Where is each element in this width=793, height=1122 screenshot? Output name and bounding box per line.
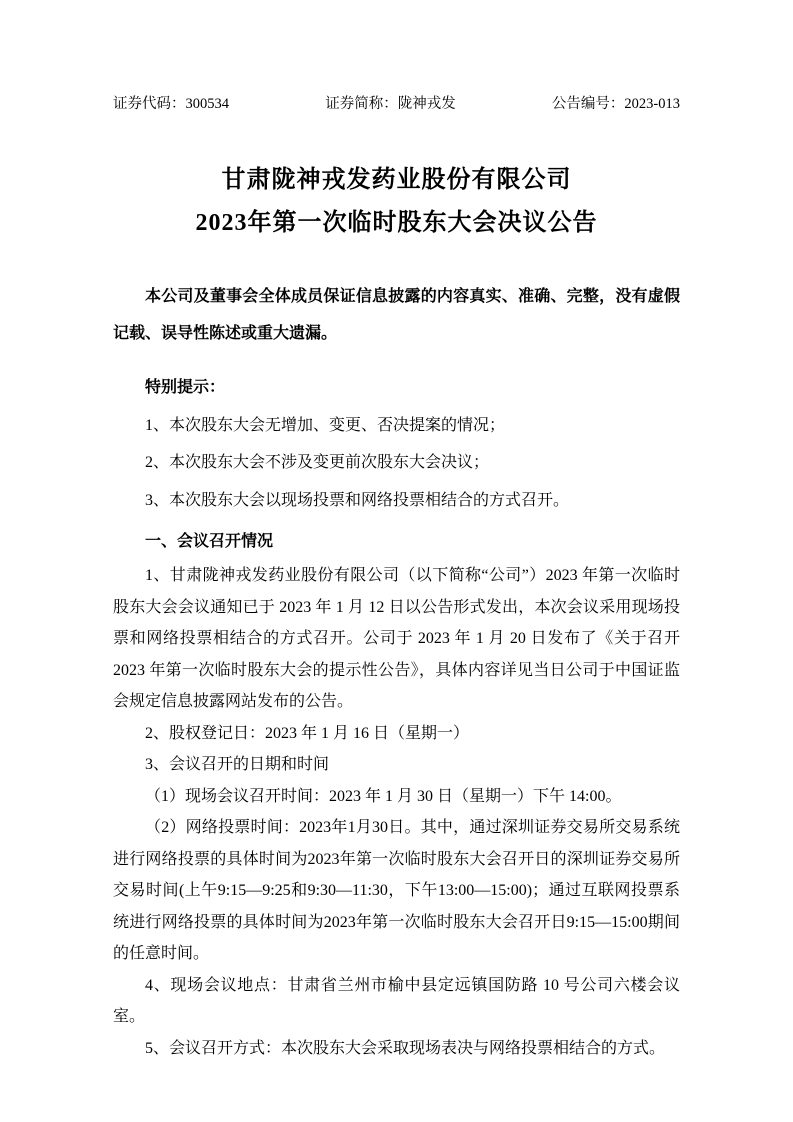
special-notice-heading: 特别提示： (145, 379, 226, 396)
special-notice-item: 1、本次股东大会无增加、变更、否决提案的情况； (145, 416, 506, 434)
company-title: 甘肃陇神戎发药业股份有限公司 (221, 167, 572, 193)
section1-paragraph-4: （1）现场会议召开时间：2023 年 1 月 30 日（星期一）下午 14:00。 (145, 787, 622, 805)
section1-paragraph-2: 2、股权登记日：2023 年 1 月 16 日（星期一） (145, 724, 470, 742)
special-notice-list (113, 407, 680, 520)
announcement-number: 公告编号：2023-013 (551, 96, 680, 112)
announcement-title: 2023年第一次临时股东大会决议公告 (195, 210, 598, 236)
section1-paragraph-3: 3、会议召开的日期和时间 (145, 756, 330, 773)
stock-code: 证券代码：300534 (113, 96, 229, 112)
title-block (113, 159, 680, 245)
section1-paragraph-6: 4、现场会议地点：甘肃省兰州市榆中县定远镇国防路 10 号公司六楼会议室。 (113, 976, 680, 1025)
section1-paragraph-1: 1、甘肃陇神戎发药业股份有限公司（以下简称“公司”）2023 年第一次临时股东大会会议通知已于 2023 年 1 月 12 日以公告形式发出，本次会议采用现场投票和网络投票相结合的方式召开。公司于 2023 年 1 月 20 日发布了《关于召开2023 年第一次临时股东大会的提示性公告》，具体内容详见当日公司于中国证监会规定信息披露网站发布的公告。 (113, 567, 680, 710)
section1-paragraph-7: 5、会议召开方式：本次股东大会采取现场表决与网络投票相结合的方式。 (145, 1039, 666, 1057)
section-meeting-info-body (113, 560, 680, 1064)
special-notice-item: 2、本次股东大会不涉及变更前次股东大会决议； (145, 454, 490, 471)
stock-abbr: 证券简称：陇神戎发 (325, 96, 456, 112)
special-notice-item: 3、本次股东大会以现场投票和网络投票相结合的方式召开。 (145, 491, 570, 509)
declaration-paragraph: 本公司及董事会全体成员保证信息披露的内容真实、准确、完整，没有虚假记载、误导性陈述或重大遗漏。 (113, 288, 680, 342)
section1-paragraph-5: （2）网络投票时间：2023年1月30日。其中，通过深圳证券交易所交易系统进行网络投票的具体时间为2023年第一次临时股东大会召开日的深圳证券交易所交易时间(上午9:15—9:25和9:30—11:30，下午13:00—15:00)；通过互联网投票系统进行网络投票的具体时间为2023年第一次临时股东大会召开日9:15—15:00期间的任意时间。 (113, 819, 680, 962)
section-heading-meeting-info: 一、会议召开情况 (145, 533, 274, 550)
document-header (113, 96, 680, 113)
